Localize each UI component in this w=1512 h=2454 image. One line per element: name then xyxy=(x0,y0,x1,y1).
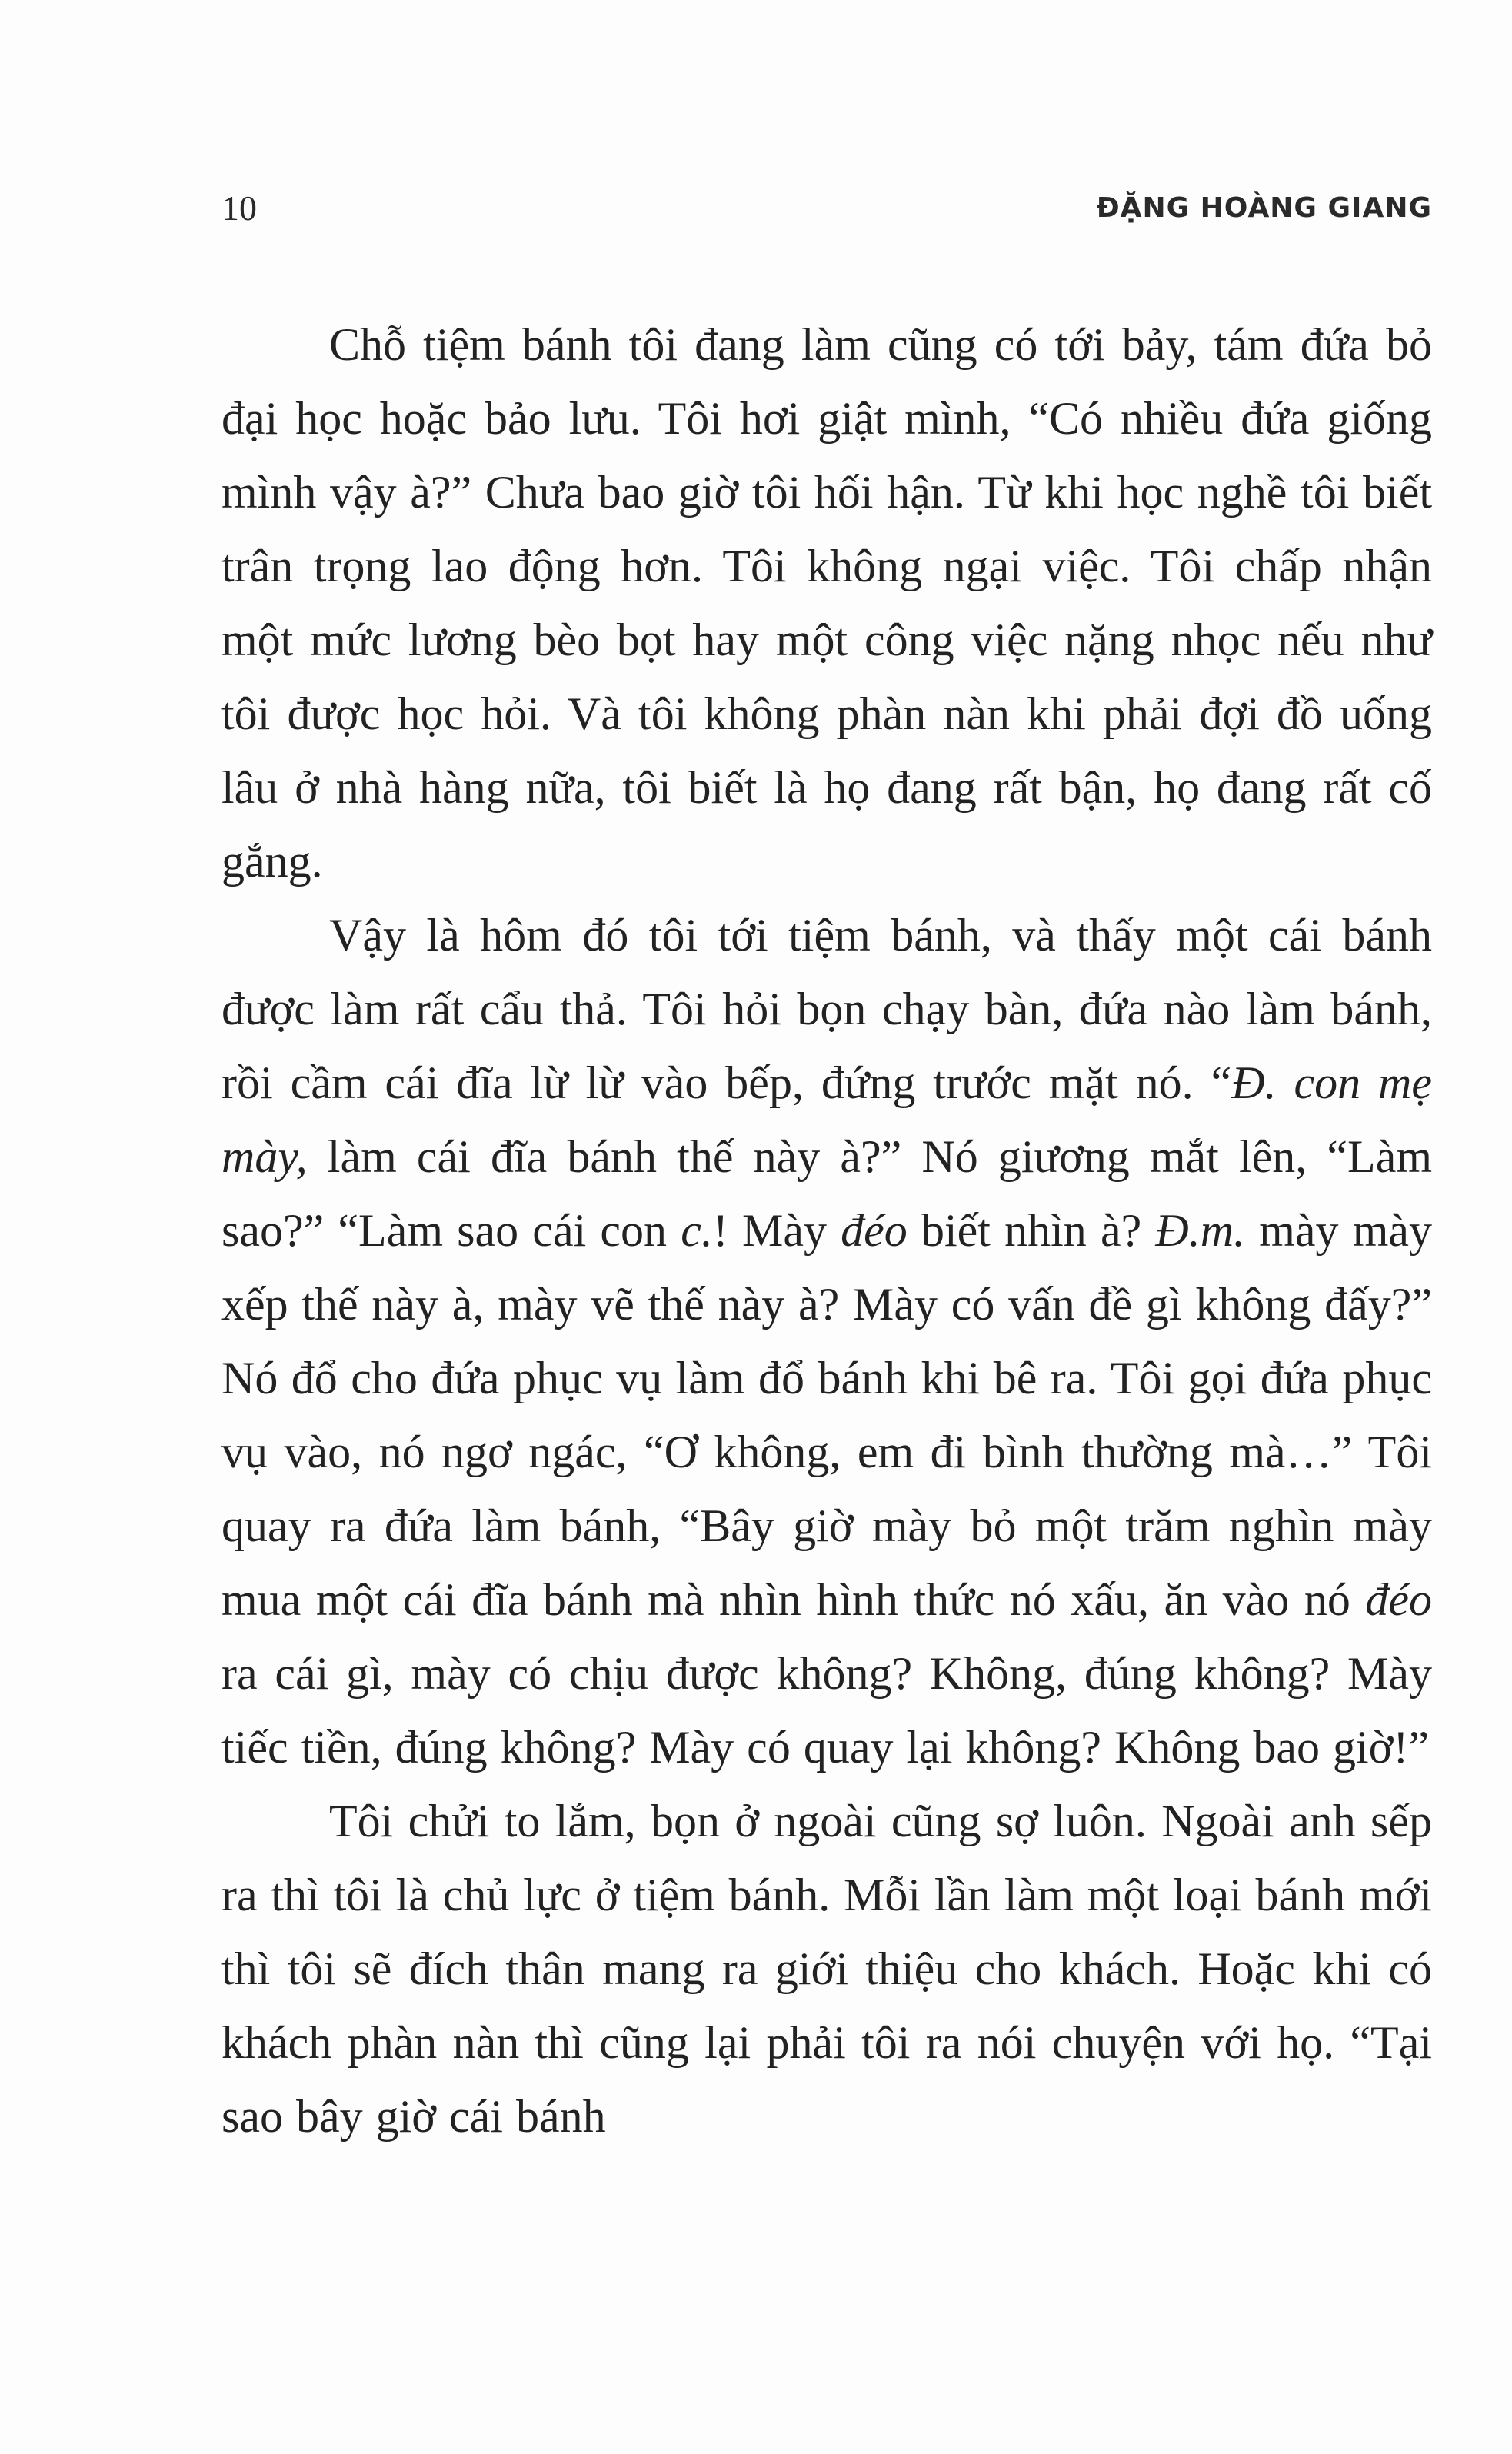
page-number: 10 xyxy=(221,188,257,228)
italic-run: Đ.m. xyxy=(1155,1205,1246,1256)
text-run: làm cái đĩa bánh thế này à?” Nó giương mắt lên, “Làm sao?” “Làm sao cái con xyxy=(221,1131,1432,1256)
text-run: biết nhìn à? xyxy=(907,1205,1156,1256)
italic-run: đéo xyxy=(1365,1574,1432,1625)
paragraph-2 xyxy=(221,898,1432,1784)
text-run: ! Mày xyxy=(712,1205,841,1256)
text-run: ra cái gì, mày có chịu được không? Không, đúng không? Mày tiếc tiền, đúng không? Mày có quay lại không? Không bao giờ!” xyxy=(221,1648,1432,1773)
text-run: mày mày xếp thế này à, mày vẽ thế này à? Mày có vấn đề gì không đấy?” Nó đổ cho đứa phục vụ làm đổ bánh khi bê ra. Tôi gọi đứa phục vụ vào, nó ngơ ngác, “Ơ không, em đi bình thường mà…” Tôi quay ra đứa làm bánh, “Bây giờ mày bỏ một trăm nghìn mày mua một cái đĩa bánh mà nhìn hình thức nó xấu, ăn vào nó xyxy=(221,1205,1433,1625)
text-run: Vậy là hôm đó tôi tới tiệm bánh, và thấy một cái bánh được làm rất cẩu thả. Tôi hỏi bọn chạy bàn, đứa nào làm bánh, rồi cầm cái đĩa lừ lừ vào bếp, đứng trước mặt nó. “ xyxy=(221,910,1432,1108)
italic-run: c. xyxy=(681,1205,713,1256)
paragraph-1: Chỗ tiệm bánh tôi đang làm cũng có tới bảy, tám đứa bỏ đại học hoặc bảo lưu. Tôi hơi giật mình, “Có nhiều đứa giống mình vậy à?” Chưa bao giờ tôi hối hận. Từ khi học nghề tôi biết trân trọng lao động hơn. Tôi không ngại việc. Tôi chấp nhận một mức lương bèo bọt hay một công việc nặng nhọc nếu như tôi được học hỏi. Và tôi không phàn nàn khi phải đợi đồ uống lâu ở nhà hàng nữa, tôi biết là họ đang rất bận, họ đang rất cố gắng. xyxy=(221,319,1432,887)
italic-run: Đ. con mẹ mày, xyxy=(221,1057,1433,1182)
page-header xyxy=(221,181,1432,235)
body-text xyxy=(221,308,1432,2153)
running-head-author: ĐẶNG HOÀNG GIANG xyxy=(1096,192,1432,224)
paragraph-3: Tôi chửi to lắm, bọn ở ngoài cũng sợ luôn. Ngoài anh sếp ra thì tôi là chủ lực ở tiệm bánh. Mỗi lần làm một loại bánh mới thì tôi sẽ đích thân mang ra giới thiệu cho khách. Hoặc khi có khách phàn nàn thì cũng lại phải tôi ra nói chuyện với họ. “Tại sao bây giờ cái bánh xyxy=(221,1796,1432,2142)
italic-run: đéo xyxy=(841,1205,908,1256)
